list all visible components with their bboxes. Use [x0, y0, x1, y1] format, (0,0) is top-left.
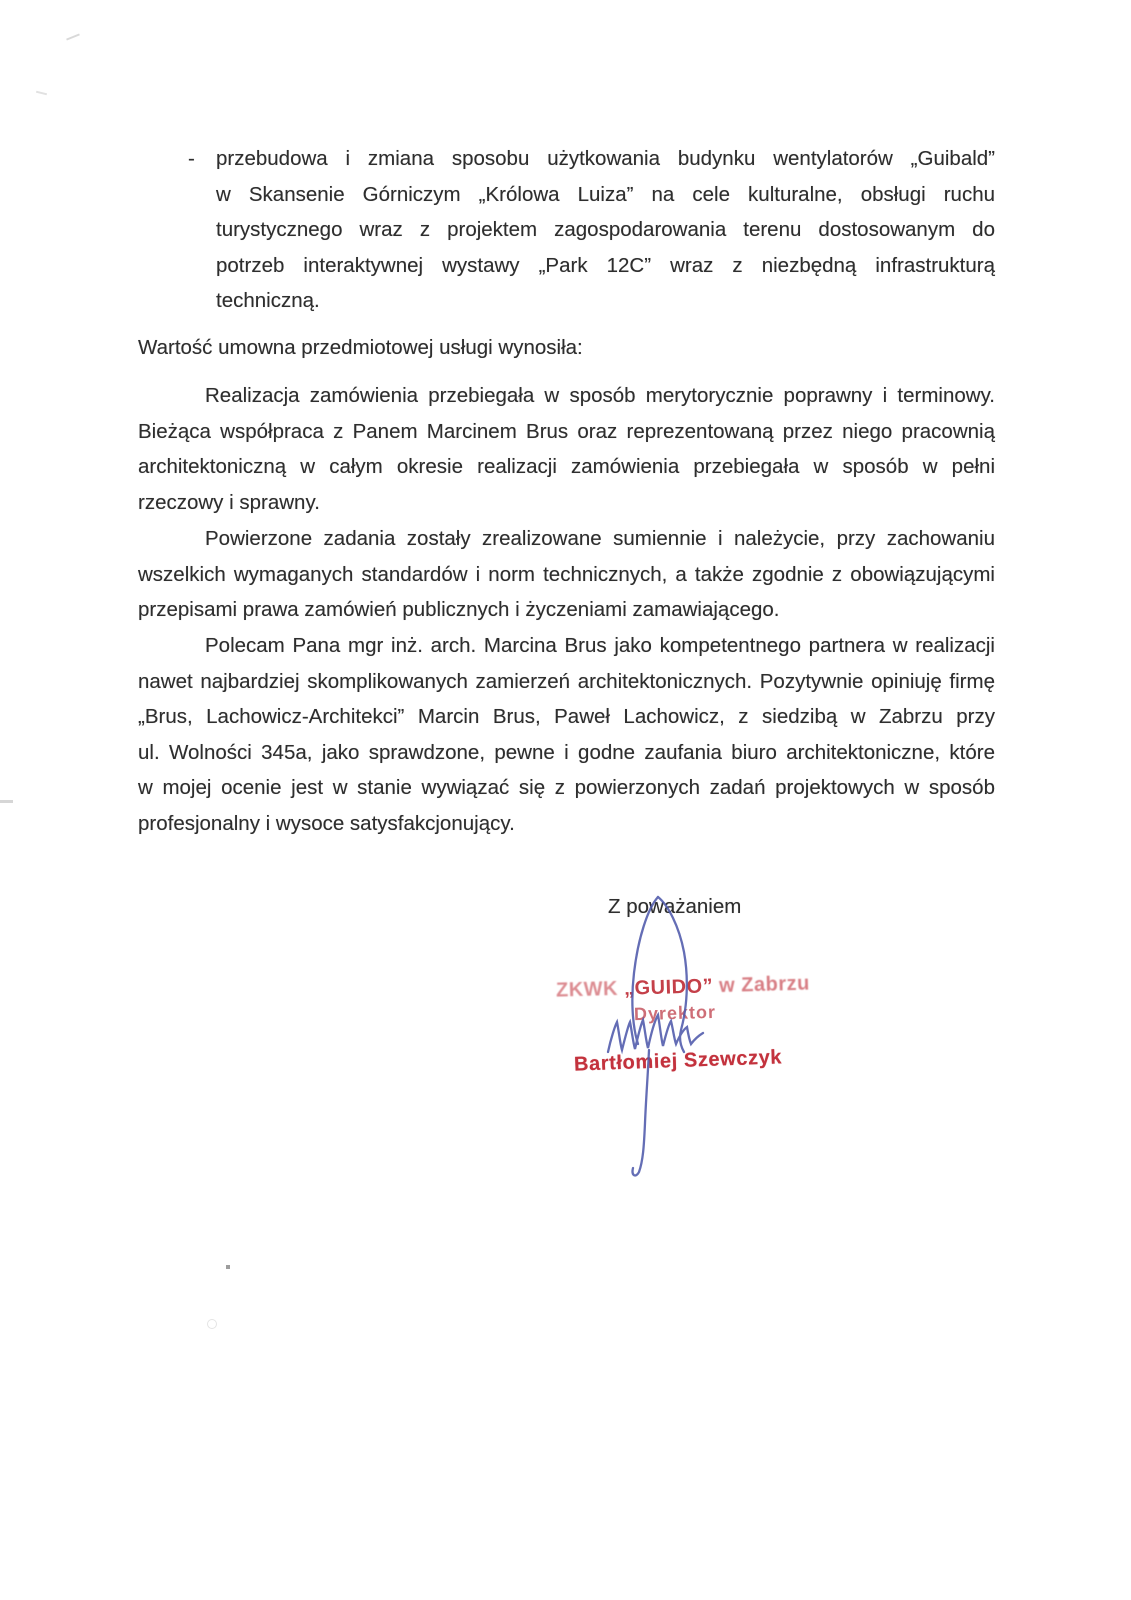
text-line: architektoniczną w całym okresie realizacji zamówienia przebiegała w sposób w pełni	[138, 455, 995, 478]
stamp-signer-name: Bartłomiej Szewczyk	[573, 1046, 783, 1076]
contract-value-line: Wartość umowna przedmiotowej usługi wynosiła:	[138, 336, 583, 359]
text-line: w mojej ocenie jest w stanie wywiązać się z powierzonych zadań projektowych w sposób	[138, 776, 995, 799]
scan-artifact	[66, 33, 80, 40]
bullet-marker: -	[188, 147, 195, 170]
text-line: przebudowa i zmiana sposobu użytkowania budynku wentylatorów „Guibald”	[216, 147, 995, 170]
text-line: Realizacja zamówienia przebiegała w sposób merytorycznie poprawny i terminowy.	[205, 384, 995, 407]
stamp-org-city: w Zabrzu	[712, 972, 811, 998]
scan-artifact	[36, 91, 47, 96]
text-line: Bieżąca współpraca z Panem Marcinem Brus oraz reprezentowaną przez niego pracownią	[138, 419, 995, 443]
bullet-item	[188, 141, 995, 319]
handwritten-signature	[555, 878, 805, 1188]
text-line: nawet najbardziej skomplikowanych zamierzeń architektonicznych. Pozytywnie opiniuję firmę	[138, 669, 995, 693]
text-line: potrzeb interaktywnej wystawy „Park 12C” wraz z niezbędną infrastrukturą	[216, 253, 995, 277]
scan-artifact	[0, 800, 13, 803]
text-line: profesjonalny i wysoce satysfakcjonujący.	[138, 811, 515, 835]
stamp-organization	[556, 972, 817, 1002]
text-line: wszelkich wymaganych standardów i norm technicznych, a także zgodnie z obowiązującymi	[138, 562, 995, 586]
scan-artifact	[207, 1319, 217, 1329]
body-paragraph-3	[138, 628, 995, 841]
bullet-item-text	[216, 141, 995, 319]
text-line: rzeczowy i sprawny.	[138, 490, 320, 514]
stamp-title: Dyrektor	[633, 1001, 717, 1025]
text-line: przepisami prawa zamówień publicznych i życzeniami zamawiającego.	[138, 598, 780, 621]
scan-artifact	[226, 1265, 230, 1269]
body-paragraph-2	[138, 521, 995, 628]
stamp-org-prefix: ZKWK	[555, 977, 625, 1002]
closing-phrase: Z poważaniem	[608, 895, 742, 918]
text-line: Polecam Pana mgr inż. arch. Marcina Brus jako kompetentnego partnera w realizacji	[205, 634, 995, 657]
stamp-org-name: „GUIDO”	[623, 975, 714, 1000]
text-line: techniczną.	[216, 289, 320, 312]
text-line: ul. Wolności 345a, jako sprawdzone, pewne i godne zaufania biuro architektoniczne, które	[138, 740, 995, 764]
body-paragraph-1	[138, 378, 995, 520]
text-line: „Brus, Lachowicz-Architekci” Marcin Brus, Paweł Lachowicz, z siedzibą w Zabrzu przy	[138, 705, 995, 728]
text-line: turystycznego wraz z projektem zagospodarowania terenu dostosowanym do	[216, 218, 995, 241]
text-line: w Skansenie Górniczym „Królowa Luiza” na cele kulturalne, obsługi ruchu	[216, 182, 995, 206]
text-line: Powierzone zadania zostały zrealizowane sumiennie i należycie, przy zachowaniu	[205, 527, 995, 550]
